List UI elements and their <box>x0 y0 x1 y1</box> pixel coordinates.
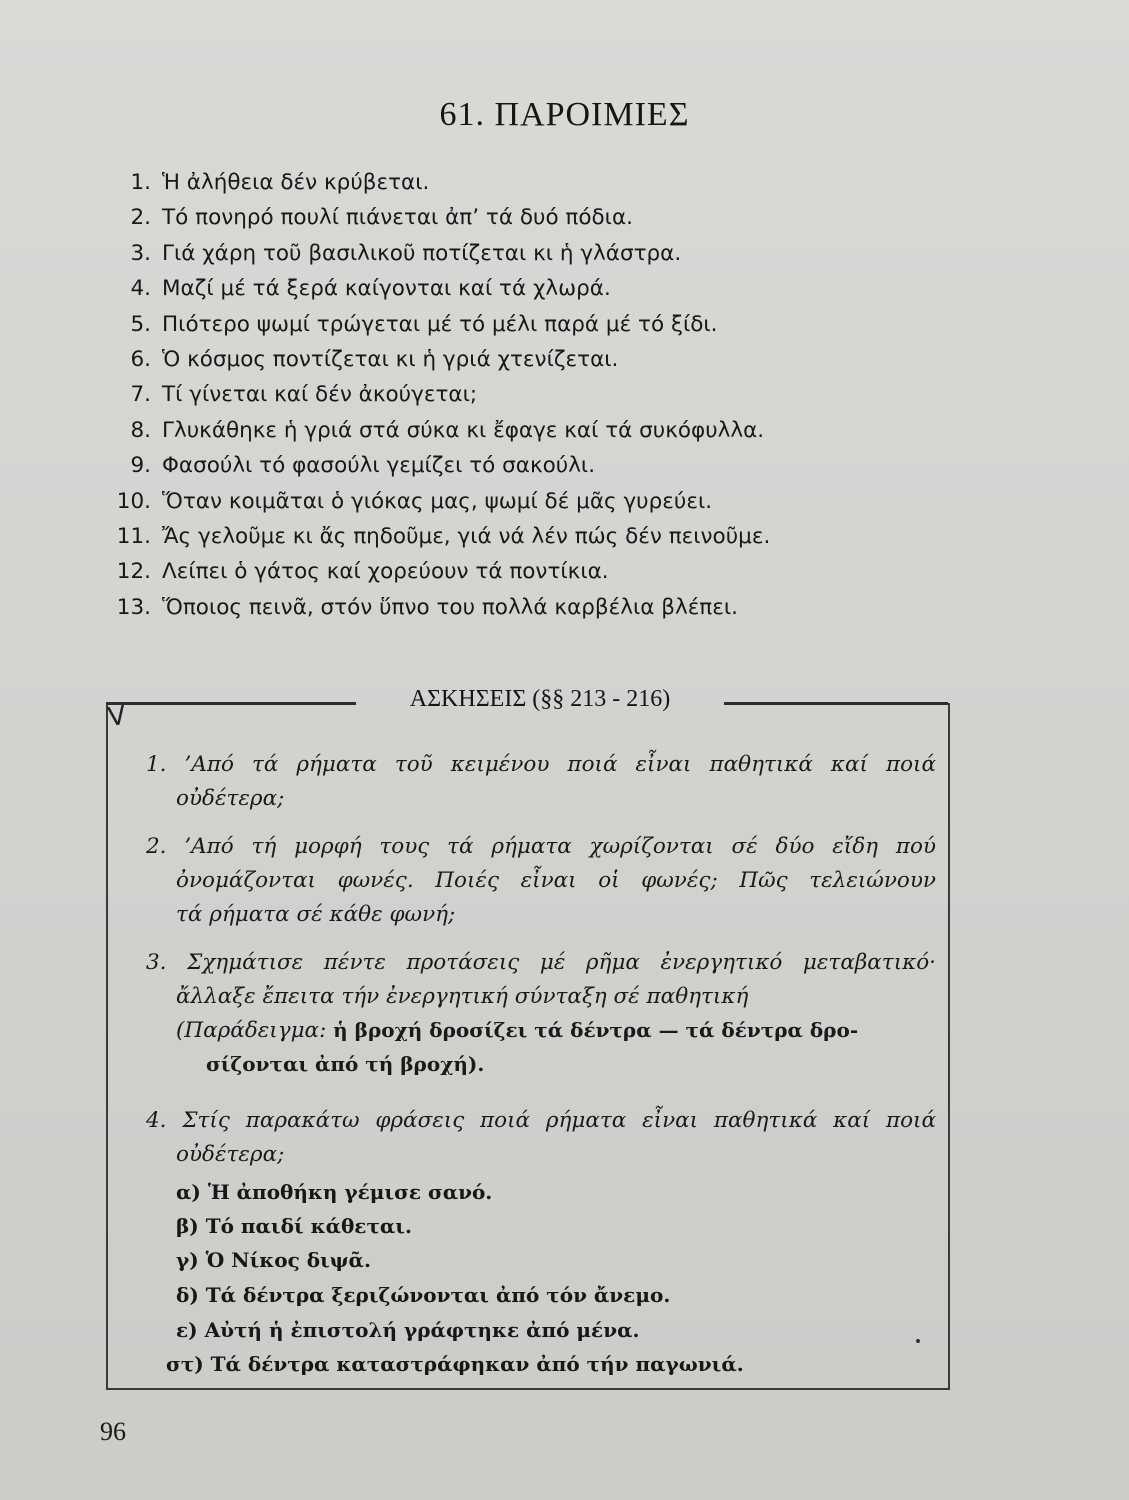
proverb-number: 12. <box>116 559 151 585</box>
exercise-line: ἄλλαξε ἔπειτα τήν ἐνεργητική σύνταξη σέ παθητική <box>176 984 749 1009</box>
exercise-text: Στίς παρακάτω φράσεις ποιά ρήματα εἶναι παθητικά καί ποιά <box>182 1108 936 1133</box>
exercises-heading: ΑΣΚΗΣΕΙΣ (§§ 213 - 216) <box>409 686 671 712</box>
proverb-number: 11. <box>116 523 151 549</box>
proverb-item <box>0 237 1129 272</box>
proverb-text: Φασούλι τό φασούλι γεμίζει τό σακούλι. <box>162 453 596 479</box>
exercise-number: 3. <box>146 950 167 975</box>
proverb-number: 8. <box>130 417 151 443</box>
exercise-option: α) Ἡ ἀποθήκη γέμισε σανό. <box>176 1180 493 1204</box>
proverb-item <box>0 378 1129 413</box>
proverb-text: Μαζί μέ τά ξερά καίγονται καί τά χλωρά. <box>162 276 611 302</box>
proverb-text: Ὅταν κοιμᾶται ὁ γιόκας μας, ψωμί δέ μᾶς γυρεύει. <box>162 488 713 514</box>
proverb-item <box>0 555 1129 590</box>
handwritten-check-mark: V <box>105 700 128 734</box>
proverb-item <box>0 308 1129 343</box>
proverb-list <box>0 166 1129 626</box>
proverb-text: Ὅποιος πεινᾶ, στόν ὕπνο του πολλά καρβέλια βλέπει. <box>162 594 738 620</box>
exercise-line <box>146 1052 936 1086</box>
example-text: ἡ βροχή δροσίζει τά δέντρα — τά δέντρα δρο- <box>333 1018 859 1042</box>
exercise-option: β) Τό παιδί κάθεται. <box>176 1214 412 1238</box>
exercise-line <box>146 950 936 984</box>
exercise-option: ε) Αὐτή ἡ ἐπιστολή γράφτηκε ἀπό μένα. <box>176 1318 640 1342</box>
proverb-text: Λείπει ὁ γάτος καί χορεύουν τά ποντίκια. <box>162 559 609 585</box>
exercise-line <box>146 834 936 868</box>
proverb-number: 10. <box>116 488 151 514</box>
proverb-item <box>0 591 1129 626</box>
proverb-item <box>0 485 1129 520</box>
exercise-number: 2. <box>146 834 167 859</box>
exercise-line: οὐδέτερα; <box>176 786 285 811</box>
proverb-item <box>0 272 1129 307</box>
exercise-3 <box>146 950 936 1086</box>
exercise-text: Σχημάτισε πέντε προτάσεις μέ ρῆμα ἐνεργητικό μεταβατικό· <box>187 950 936 975</box>
exercise-4 <box>146 1108 936 1176</box>
proverb-item <box>0 201 1129 236</box>
exercise-line: ὀνομάζονται φωνές. Ποιές εἶναι οἱ φωνές; Πῶς τελειώνουν <box>176 868 936 893</box>
ink-speck <box>916 1339 920 1343</box>
page-number: 96 <box>100 1417 126 1446</box>
exercise-line <box>146 1108 936 1142</box>
exercise-line <box>146 1018 936 1052</box>
proverb-item <box>0 343 1129 378</box>
proverb-number: 6. <box>130 346 151 372</box>
exercise-text: ’Από τή μορφή τους τά ρήματα χωρίζονται σέ δύο εἴδη πού <box>184 834 936 859</box>
frame-top-rule-left <box>106 702 356 705</box>
proverb-number: 5. <box>130 311 151 337</box>
example-label: (Παράδειγμα: <box>176 1018 327 1043</box>
proverb-item <box>0 166 1129 201</box>
exercise-option: γ) Ὁ Νίκος διψᾶ. <box>176 1248 371 1272</box>
proverb-text: Ἄς γελοῦμε κι ἄς πηδοῦμε, γιά νά λέν πώς δέν πεινοῦμε. <box>162 523 771 549</box>
proverb-text: Γιά χάρη τοῦ βασιλικοῦ ποτίζεται κι ἡ γλάστρα. <box>162 240 682 266</box>
example-text-end: σίζονται ἀπό τή βροχή). <box>206 1052 485 1076</box>
proverb-number: 3. <box>130 240 151 266</box>
exercise-number: 4. <box>146 1108 167 1133</box>
proverb-text: Τό πονηρό πουλί πιάνεται ἀπ’ τά δυό πόδια. <box>162 205 633 231</box>
proverb-number: 9. <box>130 453 151 479</box>
exercise-text: ’Από τά ρήματα τοῦ κειμένου ποιά εἶναι παθητικά καί ποιά <box>184 752 936 777</box>
proverb-item <box>0 520 1129 555</box>
proverb-item <box>0 449 1129 484</box>
exercise-1 <box>146 752 936 820</box>
exercise-number: 1. <box>146 752 167 777</box>
exercise-line: τά ρήματα σέ κάθε φωνή; <box>176 902 456 927</box>
proverb-item <box>0 414 1129 449</box>
exercise-2 <box>146 834 936 936</box>
proverb-number: 13. <box>116 594 151 620</box>
proverb-text: Γλυκάθηκε ἡ γριά στά σύκα κι ἔφαγε καί τά συκόφυλλα. <box>162 417 765 443</box>
proverb-number: 2. <box>130 205 151 231</box>
exercise-option: στ) Τά δέντρα καταστράφηκαν ἀπό τήν παγωνιά. <box>166 1352 744 1376</box>
page-title: 61. ΠΑΡΟΙΜΙΕΣ <box>439 96 690 133</box>
proverb-text: Ὁ κόσμος ποντίζεται κι ἡ γριά χτενίζεται. <box>162 346 619 372</box>
frame-top-rule-right <box>724 702 948 705</box>
exercise-option: δ) Τά δέντρα ξεριζώνονται ἀπό τόν ἄνεμο. <box>176 1283 671 1307</box>
proverb-text: Ἡ ἀλήθεια δέν κρύβεται. <box>162 170 430 195</box>
proverb-number: 7. <box>130 382 151 408</box>
exercise-line <box>146 752 936 786</box>
proverb-number: 1. <box>130 170 151 195</box>
exercise-line: οὐδέτερα; <box>176 1142 285 1167</box>
proverb-text: Πιότερο ψωμί τρώγεται μέ τό μέλι παρά μέ τό ξίδι. <box>162 311 718 337</box>
proverb-number: 4. <box>130 276 151 302</box>
proverb-text: Τί γίνεται καί δέν ἀκούγεται; <box>162 382 478 408</box>
